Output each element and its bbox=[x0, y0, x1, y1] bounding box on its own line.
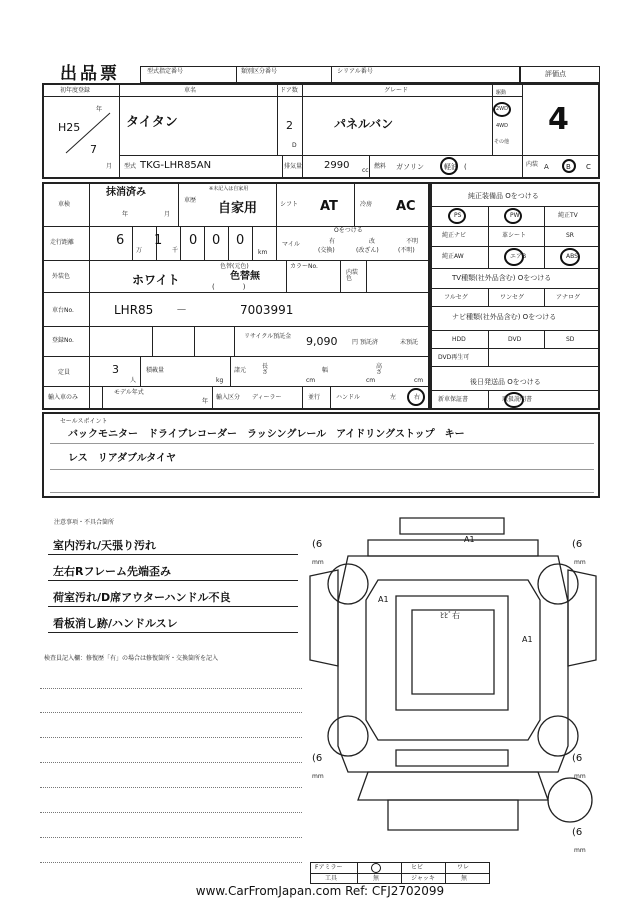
legend-crack: ヒビ bbox=[411, 864, 424, 871]
equip-pw: PW bbox=[510, 212, 520, 219]
damage-mark-center: ﾋﾋﾞ右 bbox=[440, 611, 460, 620]
inspector-label: 検査員記入欄：修復歴「有」の場合は修復箇所・交換箇所を記入 bbox=[44, 655, 219, 662]
note-item-3: 荷室汚れ/D席アウターハンドル不良 bbox=[53, 591, 231, 604]
dim-height-unit: cm bbox=[414, 377, 424, 384]
equip-aw: 純正AW bbox=[442, 253, 464, 260]
capacity-value: 3 bbox=[112, 363, 119, 376]
use-note: ※未記入は自家用 bbox=[209, 186, 249, 192]
fuel-diesel-circle bbox=[440, 157, 458, 175]
tread-left-front: (6 bbox=[312, 539, 323, 550]
ac-label: 冷房 bbox=[360, 201, 373, 208]
tread-right-rear-unit: mm bbox=[574, 773, 586, 780]
capacity-label: 定員 bbox=[58, 369, 71, 376]
tread-left-rear: (6 bbox=[312, 753, 323, 764]
reg-label: 登録No. bbox=[52, 337, 74, 344]
tread-spare: (6 bbox=[572, 827, 583, 838]
chassis-number: 7003991 bbox=[240, 303, 294, 317]
mileage-digit-5: 0 bbox=[236, 233, 245, 248]
year-unit: 年 bbox=[96, 106, 103, 113]
meter-opt-1: (交換) bbox=[318, 247, 335, 254]
equip-tv: 純正TV bbox=[558, 212, 578, 219]
repaint-value: 色替無 bbox=[230, 271, 260, 282]
drive-2wd: 2WD bbox=[496, 106, 508, 112]
docs-manual-circle bbox=[504, 392, 524, 408]
equip-pw-circle bbox=[504, 208, 522, 224]
legend-mirror-circle bbox=[371, 863, 381, 873]
equip-ps-circle bbox=[448, 208, 466, 224]
damage-mark-left: A1 bbox=[378, 595, 389, 604]
equip-airbag: エアB bbox=[510, 253, 527, 260]
displacement-value: 2990 bbox=[324, 160, 350, 171]
details-block bbox=[42, 182, 430, 410]
meter-opt-2-key: 改 bbox=[369, 238, 376, 245]
interior-b: B bbox=[566, 163, 571, 171]
tv-fullseg: フルセグ bbox=[444, 294, 468, 301]
nav-sd: SD bbox=[566, 336, 575, 343]
legend-tools: 工具 bbox=[325, 875, 338, 882]
score-header bbox=[520, 66, 600, 83]
equip-sr: SR bbox=[566, 232, 574, 239]
model-year-label: モデル年式 bbox=[114, 389, 144, 396]
vehicle-info-block bbox=[42, 83, 600, 179]
interior-c: C bbox=[586, 163, 591, 171]
interior-color-label: 内装色 bbox=[346, 269, 359, 282]
first-reg-label: 初年度登録 bbox=[60, 87, 91, 94]
equip-abs-circle bbox=[560, 248, 580, 266]
dim-length: 長さ bbox=[262, 363, 269, 376]
meter-opt-1-key: 有 bbox=[329, 238, 336, 245]
recycle-unit: 円 bbox=[352, 339, 359, 346]
color-no-label: カラーNo. bbox=[290, 263, 318, 270]
import-dealer: ディーラー bbox=[252, 394, 282, 401]
docs-title: 後日発送品 Oをつける bbox=[470, 378, 541, 386]
first-reg-month: 7 bbox=[90, 143, 97, 156]
legend-tools-value: 無 bbox=[373, 875, 380, 882]
tv-title: TV種類(社外品含む) Oをつける bbox=[452, 274, 552, 282]
meter-note: Oをつける bbox=[334, 227, 363, 234]
fuel-diesel: 軽油 bbox=[444, 163, 458, 171]
load-label: 積載量 bbox=[146, 367, 165, 374]
fuel-label: 燃料 bbox=[374, 163, 387, 170]
mileage-km: km bbox=[258, 249, 268, 256]
form-label-category: 類別区分番号 bbox=[241, 68, 278, 75]
color-value: ホワイト bbox=[132, 273, 180, 287]
drive-label: 駆動 bbox=[496, 90, 507, 96]
equip-ps: PS bbox=[454, 212, 462, 219]
displacement-label: 排気量 bbox=[284, 163, 303, 170]
grade-label: グレード bbox=[384, 87, 409, 94]
shift-label: シフト bbox=[280, 201, 299, 208]
recycle-deposited: 預託済 bbox=[360, 339, 379, 346]
door-count: 2 bbox=[286, 119, 293, 132]
displacement-unit: cc bbox=[362, 167, 369, 174]
load-unit: kg bbox=[216, 377, 224, 384]
damage-mark-front: A1 bbox=[464, 535, 475, 544]
dimensions-label: 諸元 bbox=[234, 367, 247, 374]
import-label: 輸入車のみ bbox=[48, 394, 79, 401]
note-item-2: 左右Rフレーム先端歪み bbox=[53, 565, 172, 578]
legend-box bbox=[310, 862, 490, 884]
model-year-unit: 年 bbox=[202, 398, 209, 405]
footer-reference: www.CarFromJapan.com Ref: CFJ2702099 bbox=[195, 884, 445, 898]
import-parallel: 並行 bbox=[308, 394, 321, 401]
tread-left-rear-unit: mm bbox=[312, 773, 324, 780]
chassis-dash: － bbox=[176, 303, 187, 316]
handle-right: 右 bbox=[414, 394, 421, 401]
selling-points-line-1: バックモニター ドライブレコーダー ラッシングレール アイドリングストップ キー bbox=[68, 429, 465, 440]
equipment-block bbox=[430, 182, 600, 410]
interior-a: A bbox=[544, 163, 549, 171]
use-label: 車歴 bbox=[184, 197, 197, 204]
model-code: TKG-LHR85AN bbox=[140, 160, 212, 171]
interior-label: 内装 bbox=[526, 161, 539, 168]
tread-right-rear: (6 bbox=[572, 753, 583, 764]
damage-mark-right: A1 bbox=[522, 635, 533, 644]
score-label: 評価点 bbox=[545, 70, 566, 78]
equip-airbag-circle bbox=[504, 248, 527, 266]
note-item-4: 看板消し跡/ハンドルスレ bbox=[53, 617, 178, 630]
selling-points-label: セールスポイント bbox=[60, 418, 108, 425]
meter-opt-3-key: 不明 bbox=[406, 238, 419, 245]
grade-value: パネルバン bbox=[334, 117, 394, 131]
docs-manual: 取扱説明書 bbox=[502, 396, 533, 403]
nav-title: ナビ種類(社外品含む) Oをつける bbox=[452, 313, 557, 321]
repaint-label: 色替(元色) bbox=[220, 263, 249, 270]
docs-warranty: 新車保証書 bbox=[438, 396, 469, 403]
equip-leather: 革シート bbox=[502, 232, 527, 239]
model-label: 型式 bbox=[124, 163, 137, 170]
ac-value: AC bbox=[396, 199, 416, 214]
dim-width-unit: cm bbox=[366, 377, 376, 384]
door-suffix: D bbox=[292, 142, 297, 149]
tread-spare-unit: mm bbox=[574, 847, 586, 854]
use-value: 自家用 bbox=[218, 201, 258, 216]
tread-right-front-unit: mm bbox=[574, 559, 586, 566]
selling-points-line-2: レス リアダブルタイヤ bbox=[68, 453, 176, 464]
repaint-paren: ( ) bbox=[212, 283, 246, 291]
tread-right-front: (6 bbox=[572, 539, 583, 550]
fuel-other: ( bbox=[464, 163, 467, 171]
interior-b-circle bbox=[562, 159, 576, 173]
nav-dvd: DVD bbox=[508, 336, 522, 343]
legend-jack-value: 無 bbox=[461, 875, 468, 882]
chassis-prefix: LHR85 bbox=[114, 303, 154, 317]
mileage-digit-2: 1 bbox=[154, 233, 163, 248]
chassis-label: 車台No. bbox=[52, 307, 74, 314]
vehicle-damage-diagram bbox=[308, 510, 604, 880]
equipment-title: 純正装備品 Oをつける bbox=[468, 192, 539, 200]
drive-4wd: 4WD bbox=[496, 123, 508, 129]
legend-mirror: Fアミラー bbox=[315, 864, 343, 871]
inspection-value: 抹消済み bbox=[106, 187, 146, 198]
meter-opt-2: (改ざん) bbox=[356, 247, 379, 254]
recycle-label: リサイクル預託金 bbox=[244, 333, 292, 340]
mileage-digit-3: 0 bbox=[189, 233, 198, 248]
form-label-serial: シリアル番号 bbox=[337, 68, 373, 75]
recycle-value: 9,090 bbox=[306, 335, 338, 348]
drive-2wd-circle bbox=[493, 102, 511, 117]
dvd-playback: DVD再生可 bbox=[438, 354, 470, 361]
selling-points-block bbox=[42, 412, 600, 498]
tread-left-front-unit: mm bbox=[312, 559, 324, 566]
shift-value: AT bbox=[320, 199, 338, 214]
fuel-gasoline: ガソリン bbox=[396, 163, 424, 171]
color-label: 外装色 bbox=[52, 273, 71, 280]
mileage-label: 走行距離 bbox=[50, 239, 75, 246]
car-name: タイタン bbox=[126, 115, 178, 130]
first-reg-year: H25 bbox=[58, 121, 81, 134]
meter-opt-3: (不明) bbox=[398, 247, 415, 254]
handle-label: ハンドル bbox=[336, 394, 361, 401]
handle-left: 左 bbox=[390, 394, 397, 401]
note-item-1: 室内汚れ/天張り汚れ bbox=[53, 539, 157, 552]
inspection-label: 車検 bbox=[58, 201, 71, 208]
dim-height: 高さ bbox=[376, 363, 383, 376]
dim-width: 幅 bbox=[322, 367, 329, 374]
dim-length-unit: cm bbox=[306, 377, 316, 384]
form-label-type-approval: 型式指定番号 bbox=[147, 68, 184, 75]
tv-oneseg: ワンセグ bbox=[500, 294, 525, 301]
page-title: 出品票 bbox=[60, 64, 120, 84]
handle-right-circle bbox=[407, 388, 425, 406]
equip-navi: 純正ナビ bbox=[442, 232, 467, 239]
doors-label: ドア数 bbox=[280, 87, 298, 94]
mileage-unit-man: 万 bbox=[136, 247, 143, 254]
tv-analog: アナログ bbox=[556, 294, 581, 301]
mile-label: マイル bbox=[282, 241, 300, 248]
score-value: 4 bbox=[548, 102, 569, 137]
recycle-not-deposited: 未預託 bbox=[400, 339, 419, 346]
month-unit: 月 bbox=[106, 163, 113, 170]
mileage-digit-1: 6 bbox=[116, 233, 125, 248]
equip-abs: ABS bbox=[566, 253, 578, 260]
legend-break: ワレ bbox=[457, 864, 470, 871]
import-type-label: 輸入区分 bbox=[216, 394, 241, 401]
form-number-row bbox=[140, 66, 520, 83]
legend-jack: ジャッキ bbox=[411, 875, 435, 882]
drive-other: その他 bbox=[494, 139, 510, 145]
inspection-year-unit: 年 bbox=[122, 211, 129, 218]
car-name-label: 車名 bbox=[184, 87, 197, 94]
inspection-month-unit: 月 bbox=[164, 211, 171, 218]
slash-divider bbox=[64, 111, 112, 155]
mileage-digit-4: 0 bbox=[212, 233, 221, 248]
nav-hdd: HDD bbox=[452, 336, 466, 343]
mileage-unit-sen: 千 bbox=[172, 247, 179, 254]
notes-label: 注意事項・不具合箇所 bbox=[54, 519, 115, 526]
capacity-unit: 人 bbox=[130, 377, 137, 384]
